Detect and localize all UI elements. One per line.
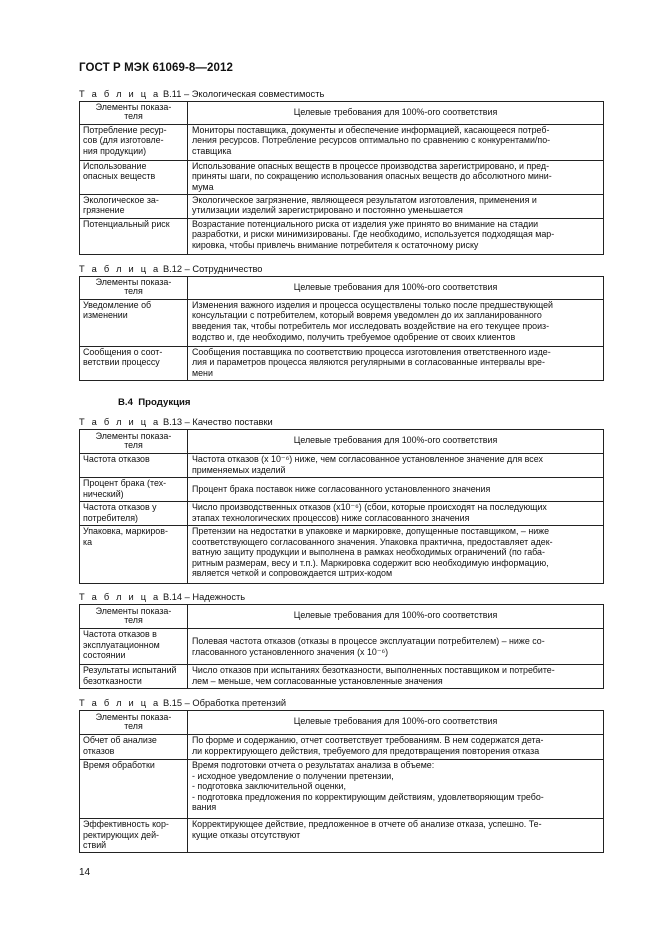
indicator-name: Уведомление об изменении <box>80 299 188 346</box>
requirement-text: Мониторы поставщика, документы и обеспечение информацией, касающееся потреб- ления ресурсов. Потребление ресурсов оптимально по сравнению с конкурентами/по- ставщика <box>188 124 604 160</box>
indicator-name: Упаковка, маркиров- ка <box>80 526 188 584</box>
document-header: ГОСТ Р МЭК 61069-8—2012 <box>79 62 233 74</box>
table-b14 <box>79 604 604 689</box>
indicator-name: Использование опасных веществ <box>80 160 188 194</box>
indicator-name: Время обработки <box>80 760 188 819</box>
table-row <box>80 454 604 478</box>
table-row <box>80 346 604 380</box>
table-b12 <box>79 276 604 381</box>
table-row <box>80 629 604 665</box>
indicator-name: Частота отказов у потребителя) <box>80 502 188 526</box>
column-header-indicator: Элементы показа- теля <box>80 711 188 735</box>
column-header-indicator: Элементы показа- теля <box>80 277 188 300</box>
requirement-text: Полевая частота отказов (отказы в процессе эксплуатации потребителем) – ниже со- гласованного установленного значения (x 10⁻⁶) <box>188 629 604 665</box>
table-caption-b14: Т а б л и ц а В.14 – Надежность <box>79 592 246 602</box>
requirement-text: Число отказов при испытаниях безотказности, выполненных поставщиком и потребите- лем – меньше, чем согласованные установленные значения <box>188 665 604 689</box>
requirement-text: По форме и содержанию, отчет соответствует требованиям. В нем содержатся дета- ли корректирующего действия, требуемого для предотвращения повторения отказа <box>188 735 604 760</box>
requirement-text: Число производственных отказов (x10⁻⁶) (сбои, которые происходят на последующих этапах технологических процессов) ниже согласованного значения <box>188 502 604 526</box>
indicator-name: Экологическое за- грязнение <box>80 194 188 218</box>
indicator-name: Потенциальный риск <box>80 218 188 254</box>
indicator-name: Обчет об анализе отказов <box>80 735 188 760</box>
table-b13 <box>79 429 604 584</box>
column-header-requirements: Целевые требования для 100%-ого соответствия <box>188 277 604 300</box>
requirement-text: Частота отказов (x 10⁻⁶) ниже, чем согласованное установленное значение для всех применяемых изделий <box>188 454 604 478</box>
table-row <box>80 124 604 160</box>
requirement-text: Претензии на недостатки в упаковке и маркировке, допущенные поставщиком, – ниже соответствующего согласованного значения. Упаковка практична, предоставляет адек- ватную защиту продукции и выполнена в рамках необходимых ограничений (по габа- ритным размерам, весу и т.п.). Маркировка содержит всю необходимую информацию, является четкой и сопровождается штрих-кодом <box>188 526 604 584</box>
page-number: 14 <box>79 867 91 878</box>
column-header-requirements: Целевые требования для 100%-ого соответствия <box>188 430 604 454</box>
table-caption-b12: Т а б л и ц а В.12 – Сотрудничество <box>79 264 263 274</box>
indicator-name: Потребление ресур- сов (для изготовле- ния продукции) <box>80 124 188 160</box>
table-caption-b11: Т а б л и ц а В.11 – Экологическая совместимость <box>79 89 325 99</box>
requirement-text: Использование опасных веществ в процессе производства зарегистрировано, и пред- приняты шаги, по сокращению использования опасных веществ до абсолютного мини- мума <box>188 160 604 194</box>
table-row <box>80 819 604 853</box>
column-header-requirements: Целевые требования для 100%-ого соответствия <box>188 711 604 735</box>
table-row <box>80 160 604 194</box>
table-caption-b15: Т а б л и ц а В.15 – Обработка претензий <box>79 698 287 708</box>
indicator-name: Частота отказов в эксплуатационном состоянии <box>80 629 188 665</box>
table-row <box>80 502 604 526</box>
indicator-name: Процент брака (тех- нический) <box>80 478 188 502</box>
table-row <box>80 665 604 689</box>
indicator-name: Эффективность кор- ректирующих дей- ствий <box>80 819 188 853</box>
table-caption-b13: Т а б л и ц а В.13 – Качество поставки <box>79 417 273 427</box>
table-row <box>80 194 604 218</box>
indicator-name: Сообщения о соот- ветствии процессу <box>80 346 188 380</box>
requirement-text: Корректирующее действие, предложенное в отчете об анализе отказа, успешно. Те- кущие отказы отсутствуют <box>188 819 604 853</box>
table-row <box>80 735 604 760</box>
column-header-requirements: Целевые требования для 100%-ого соответствия <box>188 605 604 629</box>
column-header-indicator: Элементы показа- теля <box>80 430 188 454</box>
column-header-requirements: Целевые требования для 100%-ого соответствия <box>188 102 604 125</box>
column-header-indicator: Элементы показа- теля <box>80 605 188 629</box>
requirement-text: Экологическое загрязнение, являющееся результатом изготовления, применения и утилизации изделий зарегистрировано и постоянно уменьшается <box>188 194 604 218</box>
table-row <box>80 218 604 254</box>
requirement-text: Процент брака поставок ниже согласованного установленного значения <box>188 478 604 502</box>
table-row <box>80 526 604 584</box>
requirement-text: Сообщения поставщика по соответствию процесса изготовления ответственного изде- лия и параметров процесса являются регулярными в согласованные интервалы вре- мени <box>188 346 604 380</box>
table-b11 <box>79 101 604 255</box>
table-row <box>80 478 604 502</box>
requirement-text: Изменения важного изделия и процесса осуществлены только после предшествующей консультации с потребителем, который вовремя уведомлен до их запланированного введения так, чтобы потребитель мог исследовать воздействие на его текущее произ- водство и, где необходимо, получить требуемое одобрение от своих клиентов <box>188 299 604 346</box>
indicator-name: Частота отказов <box>80 454 188 478</box>
table-b15 <box>79 710 604 853</box>
column-header-indicator: Элементы показа- теля <box>80 102 188 125</box>
indicator-name: Результаты испытаний безотказности <box>80 665 188 689</box>
table-row <box>80 760 604 819</box>
requirement-text: Возрастание потенциального риска от изделия уже принято во внимание на стадии разработки, и риски минимизированы. Где необходимо, используется подходящая мар- кировка, чтобы привлечь внимание потребителя к остаточному риску <box>188 218 604 254</box>
requirement-text: Время подготовки отчета о результатах анализа в объеме: - исходное уведомление о получении претензии, - подготовка заключительной оценки, - подготовка предложения по корректирующим действиям, удовлетворяющим требо- вания <box>188 760 604 819</box>
section-heading: В.4 Продукция <box>118 397 191 408</box>
table-row <box>80 299 604 346</box>
